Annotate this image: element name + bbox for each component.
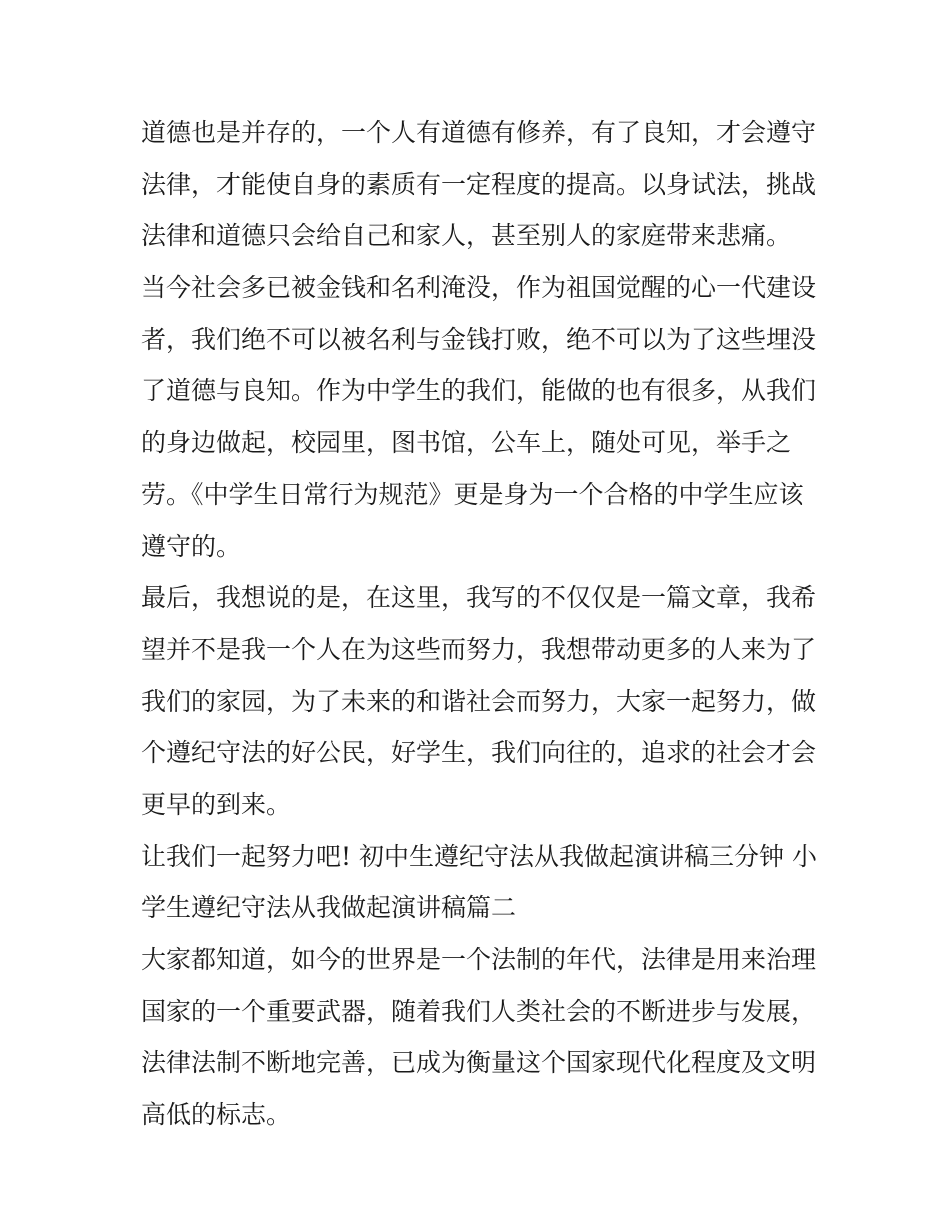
text-line: 大家都知道，如今的世界是一个法制的年代，法律是用来治理 [141, 945, 817, 974]
text-line: 遵守的。 [141, 531, 242, 561]
text-line: 了道德与良知。作为中学生的我们，能做的也有很多，从我们 [141, 376, 817, 406]
paragraph-5 [141, 934, 821, 1141]
text-line: 望并不是我一个人在为这些而努力，我想带动更多的人来为了 [141, 634, 817, 664]
text-line: 高低的标志。 [141, 1100, 292, 1130]
text-line: 学生遵纪守法从我做起演讲稿篇二 [141, 893, 517, 923]
document-body [141, 107, 821, 1141]
text-line: 法律和道德只会给自己和家人，甚至别人的家庭带来悲痛。 [141, 221, 792, 251]
text-line: 的身边做起，校园里，图书馆，公车上，随处可见，举手之 [141, 428, 792, 458]
text-line: 个遵纪守法的好公民，好学生，我们向往的，追求的社会才会 [141, 738, 817, 768]
text-line: 国家的一个重要武器，随着我们人类社会的不断进步与发展， [141, 996, 817, 1026]
paragraph-3 [141, 572, 821, 830]
paragraph-1 [141, 107, 821, 262]
text-line: 我们的家园，为了未来的和谐社会而努力，大家一起努力，做 [141, 686, 817, 716]
text-line: 法律，才能使自身的素质有一定程度的提高。以身试法，挑战 [141, 169, 817, 199]
text-line: 当今社会多已被金钱和名利淹没，作为祖国觉醒的心一代建设 [141, 273, 817, 303]
text-line: 劳。《中学生日常行为规范》更是身为一个合格的中学生应该 [141, 479, 804, 509]
text-line: 道德也是并存的，一个人有道德有修养，有了良知，才会遵守 [141, 118, 817, 147]
text-line: 更早的到来。 [141, 789, 292, 819]
text-line: 法律法制不断地完善，已成为衡量这个国家现代化程度及文明 [141, 1048, 817, 1078]
paragraph-2 [141, 262, 821, 572]
text-line: 让我们一起努力吧! 初中生遵纪守法从我做起演讲稿三分钟 小 [141, 841, 817, 871]
paragraph-4 [141, 831, 821, 934]
text-line: 最后，我想说的是，在这里，我写的不仅仅是一篇文章，我希 [141, 583, 817, 613]
text-line: 者，我们绝不可以被名利与金钱打败，绝不可以为了这些埋没 [141, 324, 817, 354]
